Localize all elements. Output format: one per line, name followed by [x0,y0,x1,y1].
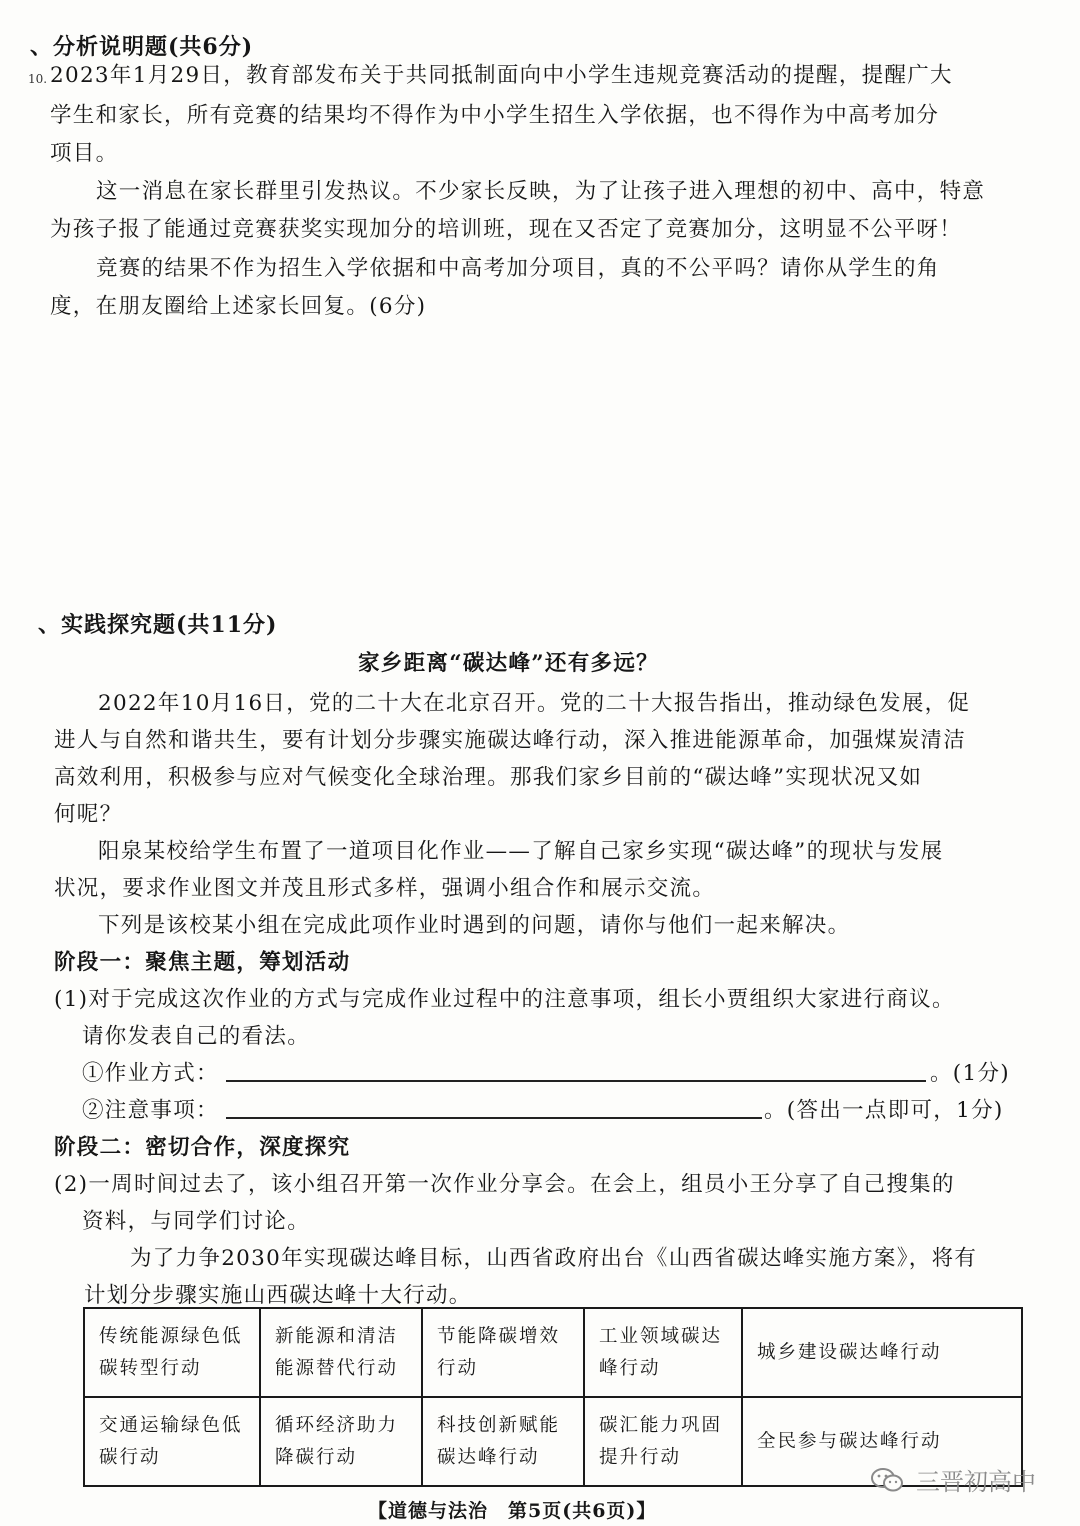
section2-heading: 家乡距离“碳达峰”还有多远？ [358,651,659,676]
s2-intro-5: 阳泉某校给学生布置了一道项目化作业——了解自己家乡实现“碳达峰”的现状与发展 [98,839,944,864]
watermark-text: 三晋初高中 [916,1468,1036,1496]
s1-line-2: 学生和家长，所有竞赛的结果均不得作为中小学生招生入学依据，也不得作为中高考加分 [50,103,940,128]
item2-label: ②注意事项： [82,1098,219,1123]
item2-score: 。(答出一点即可，1分) [764,1098,1004,1123]
s1-line-1: 2023年1月29日，教育部发布关于共同抵制面向中小学生违规竞赛活动的提醒，提醒广大 [50,63,953,88]
s1-line-4: 这一消息在家长群里引发热议。不少家长反映，为了让孩子进入理想的初中、高中，特意 [96,179,986,204]
table-cell: 工业领域碳达峰行动 [584,1308,742,1397]
question-number: 10. [28,72,48,86]
page-footer: 【道德与法治 第5页(共6页)】 [368,1500,657,1522]
table-row [84,1308,1022,1397]
s2-intro-2: 进人与自然和谐共生，要有计划分步骤实施碳达峰行动，深入推进能源革命，加强煤炭清洁 [54,728,967,753]
s1-line-5: 为孩子报了能通过竞赛获奖实现加分的培训班，现在又否定了竞赛加分，这明显不公平呀！ [50,217,963,242]
s1-line-3: 项目。 [50,141,119,166]
table-cell: 城乡建设碳达峰行动 [742,1308,1022,1397]
s2-intro-7: 下列是该校某小组在完成此项作业时遇到的问题，请你与他们一起来解决。 [98,913,851,938]
table-cell: 全民参与碳达峰行动 [742,1397,1022,1486]
s2-intro-4: 何呢？ [54,802,123,827]
s2-intro-3: 高效利用，积极参与应对气候变化全球治理。那我们家乡目前的“碳达峰”实现状况又如 [54,765,923,790]
answer-blank-method[interactable] [226,1080,926,1082]
watermark [870,1462,1036,1497]
table-cell: 交通运输绿色低碳行动 [84,1397,260,1486]
q2-line-2: 资料，与同学们讨论。 [82,1209,311,1234]
item1-label: ①作业方式： [82,1061,219,1086]
q1-line-2: 请你发表自己的看法。 [82,1024,311,1049]
stage2-title: 阶段二：密切合作，深度探究 [54,1135,351,1160]
s2-intro-1: 2022年10月16日，党的二十大在北京召开。党的二十大报告指出，推动绿色发展，促 [98,691,971,716]
stage1-title: 阶段一：聚焦主题，筹划活动 [54,950,351,975]
table-cell: 传统能源绿色低碳转型行动 [84,1308,260,1397]
s2-intro-6: 状况，要求作业图文并茂且形式多样，强调小组合作和展示交流。 [54,876,716,901]
answer-blank-notes[interactable] [226,1117,762,1119]
item1-score: 。(1分) [930,1061,1010,1086]
section1-title: 、分析说明题(共6分) [30,34,254,60]
s1-line-7: 度，在朋友圈给上述家长回复。(6分) [50,294,427,319]
table-cell: 节能降碳增效行动 [422,1308,584,1397]
actions-table [83,1307,1023,1487]
q2-line-1: (2)一周时间过去了，该小组召开第一次作业分享会。在会上，组员小王分享了自己搜集的 [54,1172,955,1197]
wechat-icon [870,1467,904,1493]
table-cell: 循环经济助力降碳行动 [260,1397,422,1486]
s1-line-6: 竞赛的结果不作为招生入学依据和中高考加分项目，真的不公平吗？请你从学生的角 [96,256,940,281]
q1-line-1: (1)对于完成这次作业的方式与完成作业过程中的注意事项，组长小贾组织大家进行商议。 [54,987,955,1012]
table-cell: 科技创新赋能碳达峰行动 [422,1397,584,1486]
table-cell: 碳汇能力巩固提升行动 [584,1397,742,1486]
table-cell: 新能源和清洁能源替代行动 [260,1308,422,1397]
material-line-2: 计划分步骤实施山西碳达峰十大行动。 [84,1283,472,1308]
material-line-1: 为了力争2030年实现碳达峰目标，山西省政府出台《山西省碳达峰实施方案》，将有 [130,1246,978,1271]
section2-title: 、实践探究题(共11分) [38,612,278,638]
